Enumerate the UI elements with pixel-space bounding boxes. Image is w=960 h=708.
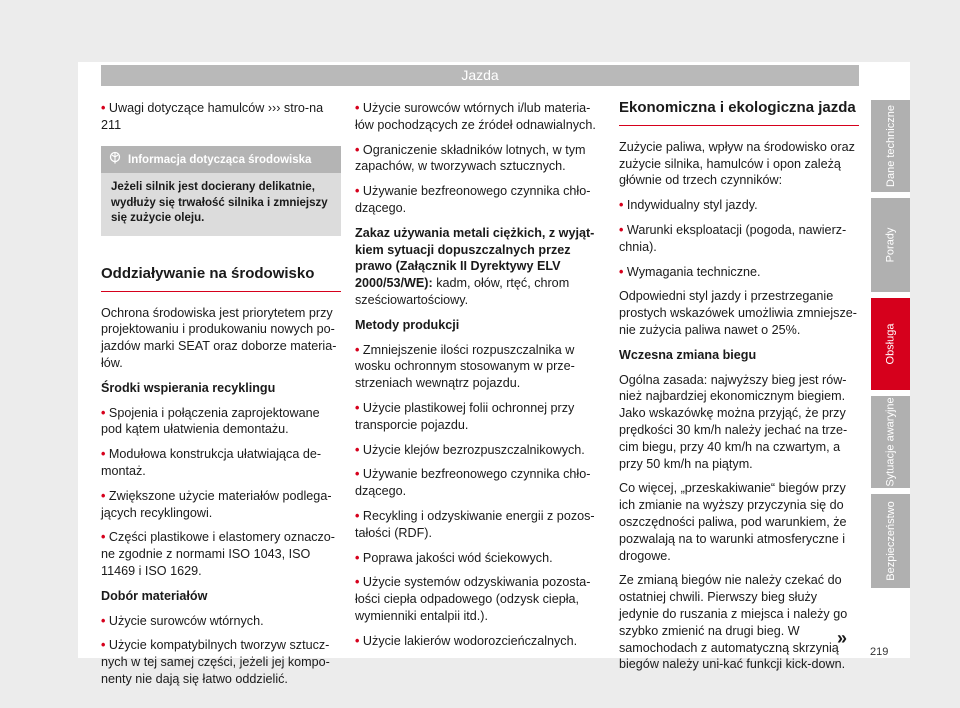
list-item: • Recykling i odzyskiwanie energii z pozos-tałości (RDF). bbox=[355, 508, 595, 540]
column-right bbox=[619, 100, 859, 681]
bullet-dot: • bbox=[101, 638, 106, 653]
bullet-dot: • bbox=[101, 447, 106, 462]
info-box-body: Jeżeli silnik jest docierany delikatnie, wydłuży się trwałość silnika i zmniejszy się zużycie oleju. bbox=[111, 181, 328, 225]
bullet-dot: • bbox=[101, 405, 106, 420]
list-item: • Użycie plastikowej folii ochronnej przy transporcie pojazdu. bbox=[355, 400, 575, 432]
list-item: • Spojenia i połączenia zaprojektowane pod kątem ułatwienia demontażu. bbox=[101, 405, 320, 437]
list-item: • Użycie surowców wtórnych i/lub materia-łów pochodzących ze źródeł odnawialnych. bbox=[355, 101, 596, 132]
tab-safety[interactable]: Bezpieczeństwo bbox=[871, 494, 910, 588]
info-box-header bbox=[101, 146, 341, 174]
bullet-dot: • bbox=[619, 264, 624, 279]
bullet-dot: • bbox=[355, 442, 360, 457]
heavy-metals-paragraph: Zakaz używania metali ciężkich, z wyjąt-kiem sytuacji dopuszczalnych przez prawo (Załącznik II Dyrektywy ELV 2000/53/WE): kadm, ołów, rtęć, chrom sześciowartościowy. bbox=[355, 225, 595, 307]
paragraph: Zużycie paliwa, wpływ na środowisko oraz zużycie silnika, hamulców i opon zależą głównie od trzech czynników: bbox=[619, 139, 855, 188]
section-title-environment: Oddziaływanie na środowisko bbox=[101, 266, 341, 292]
bullet-dot: • bbox=[355, 184, 360, 199]
continue-arrow-icon: » bbox=[837, 628, 848, 648]
list-item: • Modułowa konstrukcja ułatwiająca de-montaż. bbox=[101, 447, 322, 479]
subheading-production: Metody produkcji bbox=[355, 317, 460, 332]
column-middle bbox=[355, 100, 600, 658]
tab-operation[interactable]: Obsługa bbox=[871, 298, 910, 390]
tab-tips[interactable]: Porady bbox=[871, 198, 910, 292]
info-box bbox=[101, 146, 341, 236]
paragraph: Odpowiedni styl jazdy i przestrzeganie prostych wskazówek umożliwia zmniejsze-nie zużycia paliwa nawet o 25%. bbox=[619, 289, 857, 337]
bullet-dot: • bbox=[355, 633, 360, 648]
list-item: • Używanie bezfreonowego czynnika chło-dzącego. bbox=[355, 184, 591, 215]
bullet-dot: • bbox=[355, 467, 360, 482]
bullet-dot: • bbox=[355, 142, 360, 157]
list-item: • Wymagania techniczne. bbox=[619, 264, 761, 279]
bullet-dot: • bbox=[101, 530, 106, 545]
paragraph: Ochrona środowiska jest priorytetem przy projektowaniu i produkowaniu nowych po-jazdów marki SEAT oraz doborze materia-łów. bbox=[101, 305, 337, 371]
list-item: • Używanie bezfreonowego czynnika chło-dzącego. bbox=[355, 467, 591, 499]
brake-notes-ref: Uwagi dotyczące hamulców ››› stro-na 211 bbox=[101, 101, 324, 132]
list-item: • Poprawa jakości wód ściekowych. bbox=[355, 550, 553, 565]
subheading-materials: Dobór materiałów bbox=[101, 588, 208, 603]
paragraph: Ze zmianą biegów nie należy czekać do ostatniej chwili. Pierwszy bieg służy jedynie do ruszania z miejsca i należy go szybko zmienić na drugi bieg. W samochodach z automatyczną skrzynią biegów należy uni-kać funkcji kick-down. bbox=[619, 573, 848, 672]
list-item: • Użycie surowców wtórnych. bbox=[101, 613, 264, 628]
list-item: • Indywidualny styl jazdy. bbox=[619, 198, 758, 213]
bullet-dot: • bbox=[355, 575, 360, 590]
list-item: • Użycie kompatybilnych tworzyw sztucz-nych w tej samej części, jeżeli jej kompo-nenty nie dają się łatwo oddzielić. bbox=[101, 638, 330, 687]
list-item: • Zwiększone użycie materiałów podlega-jących recyklingowi. bbox=[101, 488, 332, 520]
bullet-dot: • bbox=[101, 613, 106, 628]
page-header: Jazda bbox=[101, 65, 859, 86]
bullet-dot: • bbox=[355, 101, 360, 115]
list-item: • Zmniejszenie ilości rozpuszczalnika w wosku ochronnym stosowanym w prze-strzeniach wewnątrz pojazdu. bbox=[355, 342, 575, 391]
column-left bbox=[101, 100, 341, 696]
list-item: • Użycie klejów bezrozpuszczalnikowych. bbox=[355, 442, 585, 457]
list-item: • Ograniczenie składników lotnych, w tym zapachów, w tworzywach sztucznych. bbox=[355, 142, 586, 174]
bullet-dot: • bbox=[101, 488, 106, 503]
list-item: • Części plastikowe i elastomery oznaczo-ne zgodnie z normami ISO 1043, ISO 11469 i ISO 1629. bbox=[101, 530, 335, 579]
list-item: • Użycie systemów odzyskiwania pozosta-łości ciepła odpadowego (odzysk ciepła, wymienniki entalpii itd.). bbox=[355, 575, 591, 623]
paragraph: Ogólna zasada: najwyższy bieg jest rów-nież najbardziej ekonomicznym biegiem. Jako wskazówkę można przyjąć, że przy prędkości 30 km/h należy jechać na trze-cim biegu, przy 40 km/h na czwartym, a przy 50 km/h na piątym. bbox=[619, 372, 848, 471]
bullet-dot: • bbox=[619, 222, 624, 237]
subheading-early-shift: Wczesna zmiana biegu bbox=[619, 347, 757, 362]
subheading-recycling: Środki wspierania recyklingu bbox=[101, 380, 276, 395]
bullet-dot: • bbox=[355, 508, 360, 523]
bullet-dot: • bbox=[619, 198, 624, 213]
bullet-dot: • bbox=[355, 400, 360, 415]
info-box-title: Informacja dotycząca środowiska bbox=[128, 153, 312, 166]
list-item: • Warunki eksploatacji (pogoda, nawierz-chnia). bbox=[619, 222, 847, 254]
bullet-dot: • bbox=[355, 342, 360, 357]
bullet-dot: • bbox=[101, 101, 106, 115]
section-title-eco-driving: Ekonomiczna i ekologiczna jazda bbox=[619, 100, 859, 126]
list-item bbox=[101, 100, 341, 134]
environment-icon bbox=[109, 151, 121, 170]
page-number: 219 bbox=[870, 646, 889, 658]
tab-technical-data[interactable]: Dane techniczne bbox=[871, 100, 910, 192]
paragraph: Co więcej, „przeskakiwanie“ biegów przy ich zmianie na wyższy przyczynia się do oszczędności paliwa, pod warunkiem, że pozwalają na to warunki atmosferyczne i drogowe. bbox=[619, 481, 847, 563]
bullet-dot: • bbox=[355, 550, 360, 565]
list-item: • Użycie lakierów wodorozcieńczalnych. bbox=[355, 633, 578, 648]
tab-emergencies[interactable]: Sytuacje awaryjne bbox=[871, 396, 910, 488]
